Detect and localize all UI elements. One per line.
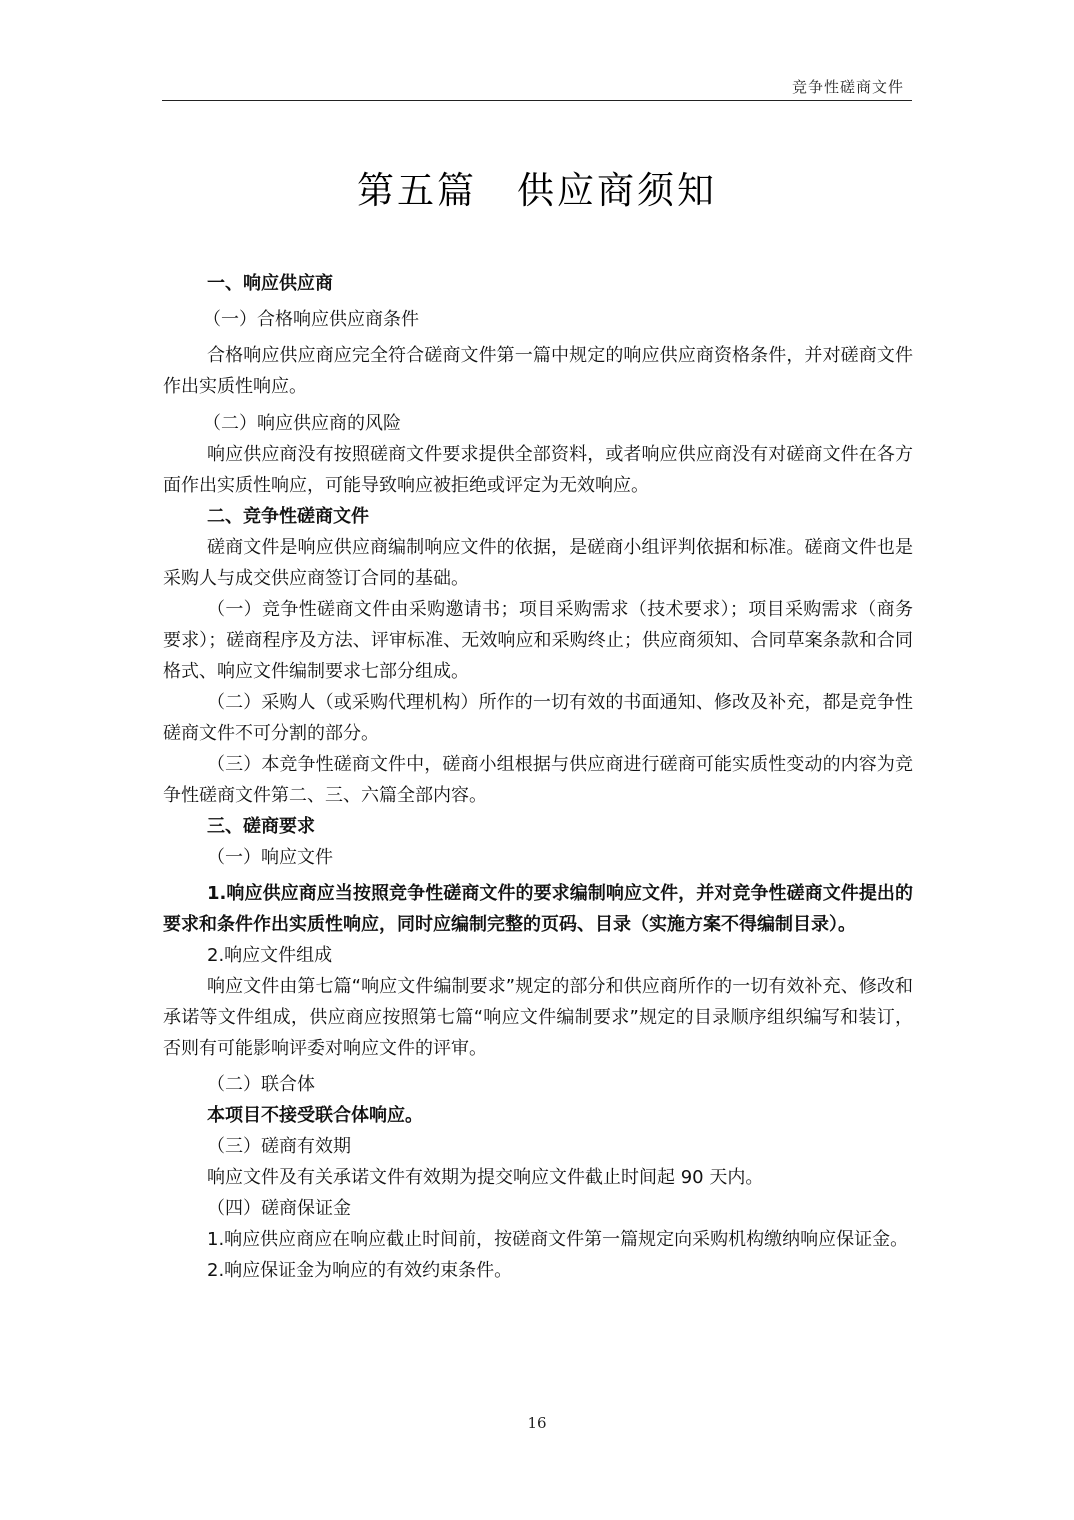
heading-2: 二、竞争性磋商文件 (207, 506, 369, 527)
body-paragraph-bold: 本项目不接受联合体响应。 (207, 1105, 423, 1126)
running-header: 竞争性磋商文件 (791, 78, 904, 96)
section-title: 第五篇 供应商须知 (357, 169, 717, 212)
subheading: （四）磋商保证金 (207, 1198, 351, 1219)
subheading: （一）响应文件 (207, 847, 333, 868)
body-paragraph: 2.响应保证金为响应的有效约束条件。 (207, 1260, 513, 1281)
body-paragraph: 磋商文件是响应供应商编制响应文件的依据，是磋商小组评判依据和标准。磋商文件也是采购人与成交供应商签订合同的基础。 (163, 537, 913, 589)
body-paragraph: （一）竞争性磋商文件由采购邀请书；项目采购需求（技术要求）；项目采购需求（商务要求）；磋商程序及方法、评审标准、无效响应和采购终止；供应商须知、合同草案条款和合同格式、响应文件编制要求七部分组成。 (163, 599, 913, 682)
page-number: 16 (527, 1414, 547, 1432)
heading-1: 一、响应供应商 (207, 273, 333, 294)
heading-3: 三、磋商要求 (207, 816, 315, 837)
subheading: （二）联合体 (207, 1074, 315, 1095)
body-paragraph: （二）采购人（或采购代理机构）所作的一切有效的书面通知、修改及补充，都是竞争性磋商文件不可分割的部分。 (163, 692, 913, 744)
body-paragraph: 响应文件由第七篇“响应文件编制要求”规定的部分和供应商所作的一切有效补充、修改和承诺等文件组成，供应商应按照第七篇“响应文件编制要求”规定的目录顺序组织编写和装订，否则有可能影响评委对响应文件的评审。 (163, 976, 913, 1059)
subheading: （二）响应供应商的风险 (203, 413, 401, 434)
document-body (163, 268, 913, 1286)
body-paragraph: 1.响应供应商应在响应截止时间前，按磋商文件第一篇规定向采购机构缴纳响应保证金。 (207, 1229, 909, 1250)
body-paragraph-bold: 1.响应供应商应当按照竞争性磋商文件的要求编制响应文件，并对竞争性磋商文件提出的要求和条件作出实质性响应，同时应编制完整的页码、目录（实施方案不得编制目录）。 (163, 883, 913, 935)
body-paragraph: 合格响应供应商应完全符合磋商文件第一篇中规定的响应供应商资格条件，并对磋商文件作出实质性响应。 (163, 345, 913, 397)
header-divider (162, 100, 912, 101)
subheading: 2.响应文件组成 (207, 945, 333, 966)
body-paragraph: 响应文件及有关承诺文件有效期为提交响应文件截止时间起 90 天内。 (207, 1167, 764, 1188)
body-paragraph: 响应供应商没有按照磋商文件要求提供全部资料，或者响应供应商没有对磋商文件在各方面作出实质性响应，可能导致响应被拒绝或评定为无效响应。 (163, 444, 913, 496)
subheading: （三）磋商有效期 (207, 1136, 351, 1157)
subheading: （一）合格响应供应商条件 (203, 309, 419, 330)
body-paragraph: （三）本竞争性磋商文件中，磋商小组根据与供应商进行磋商可能实质性变动的内容为竞争性磋商文件第二、三、六篇全部内容。 (163, 754, 913, 806)
